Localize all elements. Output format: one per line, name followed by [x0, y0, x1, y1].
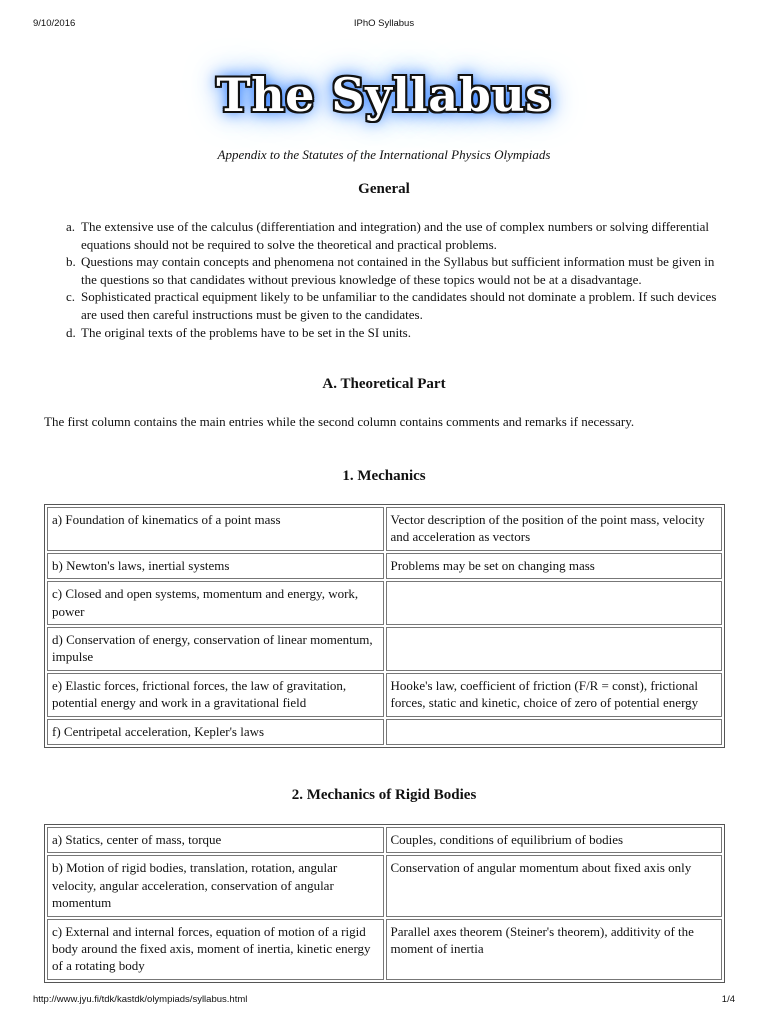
rigid-bodies-table: [44, 824, 725, 983]
general-list: [66, 218, 728, 341]
entry-cell: a) Statics, center of mass, torque: [47, 827, 384, 853]
list-item: [66, 288, 728, 323]
entry-cell: e) Elastic forces, frictional forces, the law of gravitation, potential energy and work in a gravitational field: [47, 673, 384, 717]
list-marker: c.: [66, 289, 76, 305]
table-row: [47, 827, 722, 853]
list-item: [66, 324, 728, 342]
table-row: [47, 507, 722, 551]
remark-cell: Parallel axes theorem (Steiner's theorem), additivity of the moment of inertia: [386, 919, 723, 980]
table-row: [47, 673, 722, 717]
list-item-text: Sophisticated practical equipment likely to be unfamiliar to the candidates should not dominate a problem. If such devices are used then careful instructions must be given to the candidates.: [81, 289, 717, 322]
theoretical-intro: The first column contains the main entries while the second column contains comments and remarks if necessary.: [44, 414, 635, 429]
remark-cell: [386, 581, 723, 625]
table-row: [47, 627, 722, 671]
entry-cell: c) External and internal forces, equation of motion of a rigid body around the fixed axis, moment of inertia, kinetic energy of a rotating body: [47, 919, 384, 980]
table-row: [47, 855, 722, 916]
list-item-text: Questions may contain concepts and phenomena not contained in the Syllabus but sufficient information must be given in the questions so that candidates without previous knowledge of these topics would not be at a disadvantage.: [81, 254, 715, 287]
print-footer: [33, 994, 735, 1008]
theoretical-heading: A. Theoretical Part: [322, 376, 446, 392]
page-number: 1/4: [721, 994, 735, 1005]
syllabus-logo: The Syllabus: [216, 68, 552, 122]
remark-cell: Problems may be set on changing mass: [386, 553, 723, 579]
table-row: [47, 719, 722, 745]
remark-cell: Couples, conditions of equilibrium of bodies: [386, 827, 723, 853]
print-header: [33, 18, 735, 32]
rigid-bodies-heading: 2. Mechanics of Rigid Bodies: [291, 787, 477, 803]
entry-cell: d) Conservation of energy, conservation of linear momentum, impulse: [47, 627, 384, 671]
mechanics-heading: 1. Mechanics: [342, 468, 426, 484]
mechanics-table: [44, 504, 725, 748]
remark-cell: [386, 627, 723, 671]
logo-banner: [0, 60, 768, 130]
remark-cell: Vector description of the position of the point mass, velocity and acceleration as vectors: [386, 507, 723, 551]
entry-cell: f) Centripetal acceleration, Kepler's laws: [47, 719, 384, 745]
list-marker: d.: [66, 324, 76, 340]
remark-cell: Conservation of angular momentum about fixed axis only: [386, 855, 723, 916]
list-item-text: The extensive use of the calculus (differentiation and integration) and the use of complex numbers or solving differential equations should not be required to solve the theoretical and practical problems.: [81, 219, 710, 252]
table-row: [47, 553, 722, 579]
entry-cell: a) Foundation of kinematics of a point mass: [47, 507, 384, 551]
table-row: [47, 581, 722, 625]
table-row: [47, 919, 722, 980]
entry-cell: b) Motion of rigid bodies, translation, rotation, angular velocity, angular acceleration, conservation of angular momentum: [47, 855, 384, 916]
list-item: [66, 218, 728, 253]
general-heading: General: [358, 181, 410, 197]
list-item-text: The original texts of the problems have to be set in the SI units.: [81, 324, 411, 340]
print-url[interactable]: http://www.jyu.fi/tdk/kastdk/olympiads/syllabus.html: [33, 994, 248, 1005]
print-title: IPhO Syllabus: [353, 18, 415, 29]
list-item: [66, 253, 728, 288]
entry-cell: b) Newton's laws, inertial systems: [47, 553, 384, 579]
list-marker: b.: [66, 254, 76, 270]
list-marker: a.: [66, 219, 76, 234]
print-date: 9/10/2016: [33, 18, 76, 29]
remark-cell: Hooke's law, coefficient of friction (F/R = const), frictional forces, static and kinetic, choice of zero of potential energy: [386, 673, 723, 717]
page-subtitle: Appendix to the Statutes of the International Physics Olympiads: [217, 147, 551, 162]
entry-cell: c) Closed and open systems, momentum and energy, work, power: [47, 581, 384, 625]
remark-cell: [386, 719, 723, 745]
